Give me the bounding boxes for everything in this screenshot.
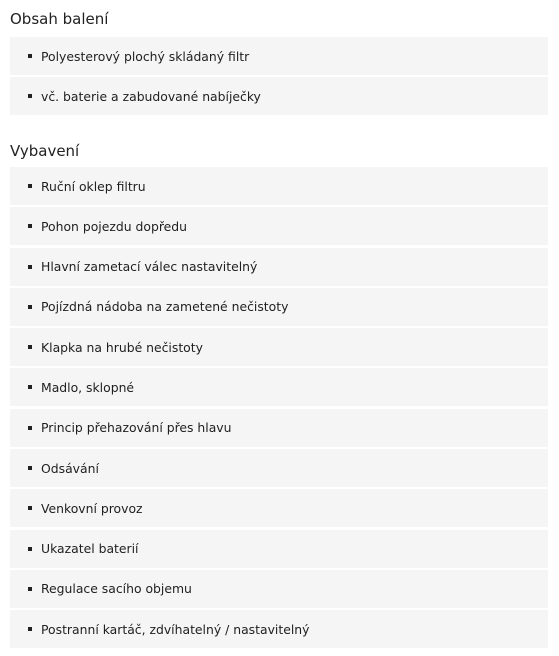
list-item [10, 449, 548, 487]
list-item [10, 207, 548, 245]
list-item-label: Odsávání [41, 460, 99, 476]
bullet-icon [28, 587, 32, 591]
bullet-icon [28, 426, 32, 430]
list-item [10, 368, 548, 406]
list-item-label: Pojízdná nádoba na zametené nečistoty [41, 299, 289, 315]
bullet-icon [28, 305, 32, 309]
bullet-icon [28, 547, 32, 551]
list-item-label: Polyesterový plochý skládaný filtr [41, 48, 250, 64]
bullet-icon [28, 345, 32, 349]
package-contents-title: Obsah balení [10, 10, 109, 28]
list-item [10, 288, 548, 326]
list-item [10, 489, 548, 527]
list-item-label: Madlo, sklopné [41, 379, 135, 395]
bullet-icon [28, 627, 32, 631]
list-item [10, 610, 548, 648]
list-item [10, 248, 548, 286]
bullet-icon [28, 385, 32, 389]
list-item-label: Princip přehazování přes hlavu [41, 420, 232, 436]
equipment-title: Vybavení [10, 142, 80, 160]
list-item [10, 167, 548, 205]
list-item-label: Postranní kartáč, zdvíhatelný / nastavitelný [41, 621, 310, 637]
list-item [10, 77, 548, 115]
bullet-icon [28, 184, 32, 188]
bullet-icon [28, 466, 32, 470]
list-item [10, 409, 548, 447]
list-item-label: Hlavní zametací válec nastavitelný [41, 259, 258, 275]
list-item [10, 37, 548, 75]
package-contents-list [10, 37, 548, 118]
list-item [10, 328, 548, 366]
bullet-icon [28, 94, 32, 98]
list-item [10, 530, 548, 568]
list-item-label: Venkovní provoz [41, 500, 143, 516]
list-item [10, 570, 548, 608]
bullet-icon [28, 224, 32, 228]
list-item-label: Regulace sacího objemu [41, 581, 192, 597]
bullet-icon [28, 54, 32, 58]
list-item-label: vč. baterie a zabudované nabíječky [41, 88, 261, 104]
equipment-list [10, 167, 548, 651]
list-item-label: Klapka na hrubé nečistoty [41, 339, 203, 355]
list-item-label: Ruční oklep filtru [41, 178, 146, 194]
bullet-icon [28, 506, 32, 510]
bullet-icon [28, 265, 32, 269]
list-item-label: Ukazatel baterií [41, 541, 139, 557]
list-item-label: Pohon pojezdu dopředu [41, 218, 187, 234]
